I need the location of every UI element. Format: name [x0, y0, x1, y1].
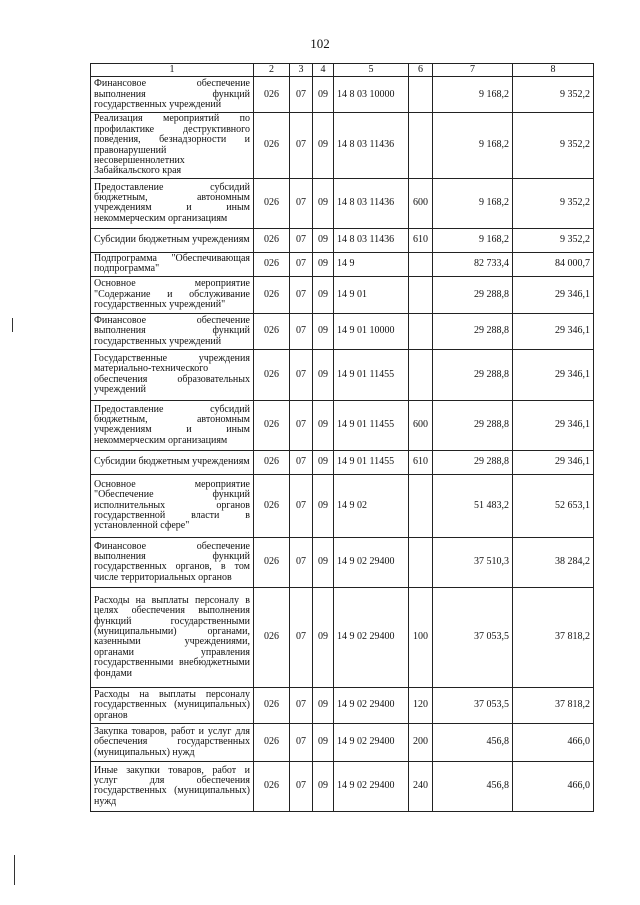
cell-code: 026: [254, 687, 290, 723]
cell-expense-type: 600: [409, 400, 433, 450]
row-name: Предоставление субсидий бюджетным, автономным учреждениям и иным некоммерческим организациям: [91, 178, 254, 228]
table-row: [91, 474, 594, 537]
table-row: [91, 313, 594, 349]
cell-amount-2: 52 653,1: [513, 474, 594, 537]
table-row: [91, 77, 594, 113]
cell-amount-2: 29 346,1: [513, 349, 594, 400]
cell-amount-2: 466,0: [513, 723, 594, 761]
cell-target-article: 14 9 02 29400: [334, 537, 409, 587]
table-row: [91, 450, 594, 474]
cell-code: 026: [254, 349, 290, 400]
table-body: [91, 77, 594, 811]
row-name: Расходы на выплаты персоналу государственных (муниципальных) органов: [91, 687, 254, 723]
cell-expense-type: 610: [409, 228, 433, 252]
cell-target-article: 14 9 02: [334, 474, 409, 537]
cell-code: 026: [254, 400, 290, 450]
cell-amount-2: 29 346,1: [513, 450, 594, 474]
scan-margin-mark: [14, 855, 15, 885]
column-header: 1: [91, 64, 254, 77]
row-name: Субсидии бюджетным учреждениям: [91, 228, 254, 252]
table-header-row: [91, 64, 594, 77]
cell-target-article: 14 9 02 29400: [334, 761, 409, 811]
cell-code: 026: [254, 474, 290, 537]
cell-expense-type: 600: [409, 178, 433, 228]
cell-section: 07: [290, 761, 313, 811]
cell-expense-type: [409, 252, 433, 276]
cell-amount-1: 82 733,4: [433, 252, 513, 276]
table-row: [91, 537, 594, 587]
table-row: [91, 400, 594, 450]
cell-code: 026: [254, 77, 290, 113]
cell-target-article: 14 8 03 11436: [334, 113, 409, 178]
cell-target-article: 14 9 01 10000: [334, 313, 409, 349]
cell-amount-1: 29 288,8: [433, 400, 513, 450]
cell-expense-type: 100: [409, 587, 433, 687]
cell-code: 026: [254, 276, 290, 313]
cell-amount-2: 466,0: [513, 761, 594, 811]
cell-section: 07: [290, 178, 313, 228]
scan-margin-mark: [12, 318, 13, 332]
cell-code: 026: [254, 228, 290, 252]
row-name: Финансовое обеспечение выполнения функций государственных учреждений: [91, 77, 254, 113]
cell-code: 026: [254, 113, 290, 178]
table-row: [91, 228, 594, 252]
cell-target-article: 14 9 01 11455: [334, 450, 409, 474]
cell-section: 07: [290, 228, 313, 252]
column-header: 4: [313, 64, 334, 77]
cell-target-article: 14 9 02 29400: [334, 687, 409, 723]
cell-amount-1: 456,8: [433, 761, 513, 811]
cell-amount-1: 51 483,2: [433, 474, 513, 537]
row-name: Реализация мероприятий по профилактике деструктивного поведения, безнадзорности и правонарушений несовершеннолетних Забайкальского края: [91, 113, 254, 178]
row-name: Расходы на выплаты персоналу в целях обеспечения выполнения функций государственными (муниципальными) органами, казенными учреждениями, органами управления государственными внебюджетными фондами: [91, 587, 254, 687]
budget-table: [90, 63, 594, 812]
cell-section: 07: [290, 687, 313, 723]
cell-section: 07: [290, 313, 313, 349]
cell-subsection: 09: [313, 687, 334, 723]
cell-code: 026: [254, 587, 290, 687]
cell-target-article: 14 8 03 11436: [334, 228, 409, 252]
cell-target-article: 14 8 03 11436: [334, 178, 409, 228]
cell-code: 026: [254, 761, 290, 811]
cell-target-article: 14 9 02 29400: [334, 587, 409, 687]
cell-amount-2: 29 346,1: [513, 400, 594, 450]
cell-amount-1: 29 288,8: [433, 313, 513, 349]
cell-amount-1: 9 168,2: [433, 178, 513, 228]
cell-amount-2: 9 352,2: [513, 178, 594, 228]
cell-subsection: 09: [313, 450, 334, 474]
cell-target-article: 14 8 03 10000: [334, 77, 409, 113]
cell-amount-1: 456,8: [433, 723, 513, 761]
cell-amount-2: 37 818,2: [513, 687, 594, 723]
table-row: [91, 276, 594, 313]
cell-subsection: 09: [313, 228, 334, 252]
cell-section: 07: [290, 474, 313, 537]
column-header: 2: [254, 64, 290, 77]
cell-amount-1: 37 053,5: [433, 587, 513, 687]
cell-amount-1: 9 168,2: [433, 77, 513, 113]
cell-expense-type: [409, 537, 433, 587]
cell-section: 07: [290, 723, 313, 761]
cell-section: 07: [290, 276, 313, 313]
column-header: 8: [513, 64, 594, 77]
cell-amount-2: 29 346,1: [513, 276, 594, 313]
table-row: [91, 761, 594, 811]
cell-section: 07: [290, 400, 313, 450]
cell-amount-1: 29 288,8: [433, 450, 513, 474]
cell-subsection: 09: [313, 178, 334, 228]
cell-subsection: 09: [313, 587, 334, 687]
cell-amount-1: 29 288,8: [433, 349, 513, 400]
cell-code: 026: [254, 313, 290, 349]
cell-expense-type: 200: [409, 723, 433, 761]
table-row: [91, 113, 594, 178]
cell-subsection: 09: [313, 77, 334, 113]
cell-amount-1: 37 510,3: [433, 537, 513, 587]
cell-code: 026: [254, 450, 290, 474]
cell-expense-type: [409, 77, 433, 113]
cell-code: 026: [254, 537, 290, 587]
table-row: [91, 178, 594, 228]
cell-section: 07: [290, 349, 313, 400]
cell-code: 026: [254, 178, 290, 228]
cell-expense-type: 120: [409, 687, 433, 723]
cell-expense-type: 610: [409, 450, 433, 474]
cell-amount-1: 9 168,2: [433, 113, 513, 178]
cell-subsection: 09: [313, 313, 334, 349]
cell-target-article: 14 9: [334, 252, 409, 276]
row-name: Закупка товаров, работ и услуг для обеспечения государственных (муниципальных) нужд: [91, 723, 254, 761]
cell-amount-1: 37 053,5: [433, 687, 513, 723]
row-name: Финансовое обеспечение выполнения функций государственных органов, в том числе территориальных органов: [91, 537, 254, 587]
table-row: [91, 587, 594, 687]
page-number: 102: [310, 36, 330, 51]
cell-amount-2: 38 284,2: [513, 537, 594, 587]
table-row: [91, 252, 594, 276]
cell-subsection: 09: [313, 276, 334, 313]
cell-section: 07: [290, 537, 313, 587]
cell-amount-2: 84 000,7: [513, 252, 594, 276]
row-name: Подпрограмма "Обеспечивающая подпрограмма": [91, 252, 254, 276]
cell-subsection: 09: [313, 349, 334, 400]
cell-section: 07: [290, 113, 313, 178]
cell-section: 07: [290, 252, 313, 276]
cell-amount-2: 37 818,2: [513, 587, 594, 687]
cell-expense-type: [409, 313, 433, 349]
cell-amount-2: 29 346,1: [513, 313, 594, 349]
row-name: Основное мероприятие "Обеспечение функций исполнительных органов государственной власти в установленной сфере": [91, 474, 254, 537]
cell-amount-2: 9 352,2: [513, 113, 594, 178]
column-header: 7: [433, 64, 513, 77]
cell-subsection: 09: [313, 537, 334, 587]
cell-subsection: 09: [313, 474, 334, 537]
cell-code: 026: [254, 252, 290, 276]
cell-amount-2: 9 352,2: [513, 228, 594, 252]
cell-target-article: 14 9 01 11455: [334, 349, 409, 400]
row-name: Государственные учреждения материально-технического обеспечения образовательных учреждений: [91, 349, 254, 400]
cell-expense-type: [409, 113, 433, 178]
cell-target-article: 14 9 02 29400: [334, 723, 409, 761]
cell-expense-type: [409, 474, 433, 537]
cell-section: 07: [290, 450, 313, 474]
column-header: 6: [409, 64, 433, 77]
row-name: Финансовое обеспечение выполнения функций государственных учреждений: [91, 313, 254, 349]
row-name: Субсидии бюджетным учреждениям: [91, 450, 254, 474]
cell-subsection: 09: [313, 252, 334, 276]
table-row: [91, 687, 594, 723]
cell-section: 07: [290, 77, 313, 113]
table-row: [91, 349, 594, 400]
cell-subsection: 09: [313, 723, 334, 761]
column-header: 3: [290, 64, 313, 77]
cell-subsection: 09: [313, 113, 334, 178]
row-name: Иные закупки товаров, работ и услуг для обеспечения государственных (муниципальных) нужд: [91, 761, 254, 811]
table-row: [91, 723, 594, 761]
column-header: 5: [334, 64, 409, 77]
cell-section: 07: [290, 587, 313, 687]
cell-subsection: 09: [313, 400, 334, 450]
cell-amount-1: 9 168,2: [433, 228, 513, 252]
row-name: Предоставление субсидий бюджетным, автономным учреждениям и иным некоммерческим организациям: [91, 400, 254, 450]
cell-expense-type: 240: [409, 761, 433, 811]
cell-expense-type: [409, 349, 433, 400]
cell-code: 026: [254, 723, 290, 761]
cell-expense-type: [409, 276, 433, 313]
cell-target-article: 14 9 01: [334, 276, 409, 313]
row-name: Основное мероприятие "Содержание и обслуживание государственных учреждений": [91, 276, 254, 313]
cell-target-article: 14 9 01 11455: [334, 400, 409, 450]
cell-amount-1: 29 288,8: [433, 276, 513, 313]
cell-amount-2: 9 352,2: [513, 77, 594, 113]
cell-subsection: 09: [313, 761, 334, 811]
